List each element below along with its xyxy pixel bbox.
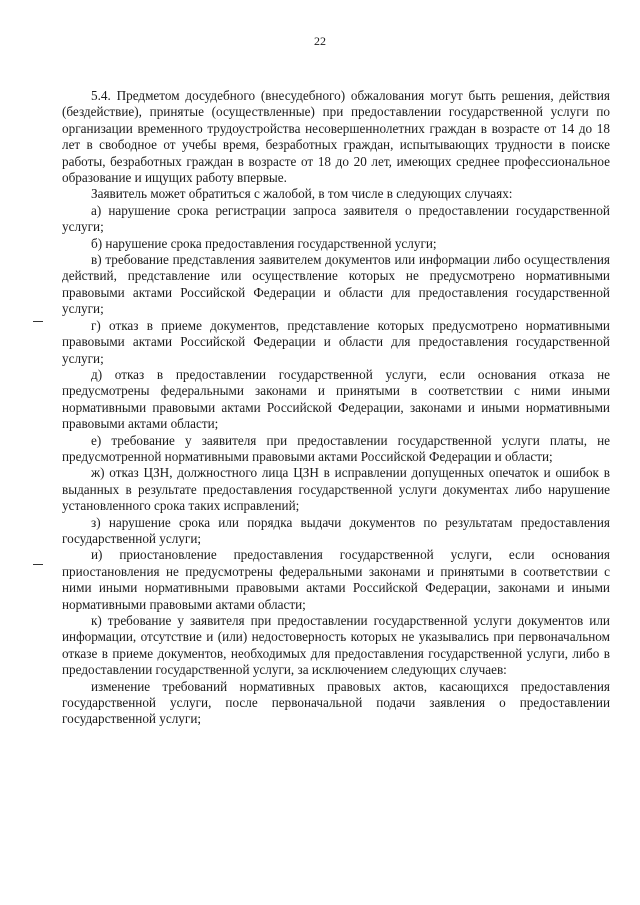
paragraph-item-z: з) нарушение срока или порядка выдачи документов по результатам предоставления государственной услуги; bbox=[62, 514, 610, 546]
paragraph-complaint-cases: Заявитель может обратиться с жалобой, в том числе в следующих случаях: bbox=[91, 186, 513, 202]
paragraph-item-i: и) приостановление предоставления государственной услуги, если основания приостановления не предусмотрены федеральными законами и принятыми в соответствии с ними иными нормативными правовыми актами Российской Федерации, законами и иными нормативными правовыми актами области; bbox=[62, 547, 610, 612]
paragraph-item-g: г) отказ в приеме документов, представление которых предусмотрено нормативными правовыми актами Российской Федерации и области для предоставления государственной услуги; bbox=[62, 317, 610, 366]
document-body bbox=[62, 88, 610, 728]
page-number: 22 bbox=[314, 34, 326, 48]
paragraph-item-k: к) требование у заявителя при предоставлении государственной услуги документов или информации, отсутствие и (или) недостоверность которых не указывались при первоначальном отказе в приеме документов, необходимых для предоставления государственной услуги, либо в предоставлении государственной услуги, за исключением следующих случаев: bbox=[62, 613, 610, 678]
margin-mark-1 bbox=[33, 321, 43, 322]
paragraph-exception-1: изменение требований нормативных правовых актов, касающихся предоставления государственной услуги, после первоначальной подачи заявления о предоставлении государственной услуги; bbox=[62, 678, 610, 727]
margin-mark-2 bbox=[33, 564, 43, 565]
paragraph-item-b: б) нарушение срока предоставления государственной услуги; bbox=[91, 235, 437, 251]
paragraph-item-e: е) требование у заявителя при предоставлении государственной услуги платы, не предусмотренной нормативными правовыми актами Российской Федерации и области; bbox=[62, 432, 610, 464]
paragraph-5-4: 5.4. Предметом досудебного (внесудебного) обжалования могут быть решения, действия (бездействие), принятые (осуществленные) при предоставлении государственной услуги по организации временного трудоустройства несовершеннолетних граждан в возрасте от 14 до 18 лет в свободное от учебы время, безработных граждан, испытывающих трудности в поиске работы, безработных граждан в возрасте от 18 до 20 лет, имеющих среднее профессиональное образование и ищущих работу впервые. bbox=[62, 88, 610, 186]
paragraph-item-a: а) нарушение срока регистрации запроса заявителя о предоставлении государственной услуги; bbox=[62, 202, 610, 235]
paragraph-item-d: д) отказ в предоставлении государственной услуги, если основания отказа не предусмотрены федеральными законами и принятыми в соответствии с ними иными нормативными правовыми актами Российской Федерации, законами и иными нормативными правовыми актами области; bbox=[62, 366, 610, 432]
paragraph-item-v: в) требование представления заявителем документов или информации либо осуществления действий, представление или осуществление которых не предусмотрено нормативными правовыми актами Российской Федерации и области для предоставления государственной услуги; bbox=[62, 252, 610, 317]
paragraph-item-zh: ж) отказ ЦЗН, должностного лица ЦЗН в исправлении допущенных опечаток и ошибок в выданных в результате предоставления государственной услуги документах либо нарушение установленного срока таких исправлений; bbox=[62, 465, 610, 514]
